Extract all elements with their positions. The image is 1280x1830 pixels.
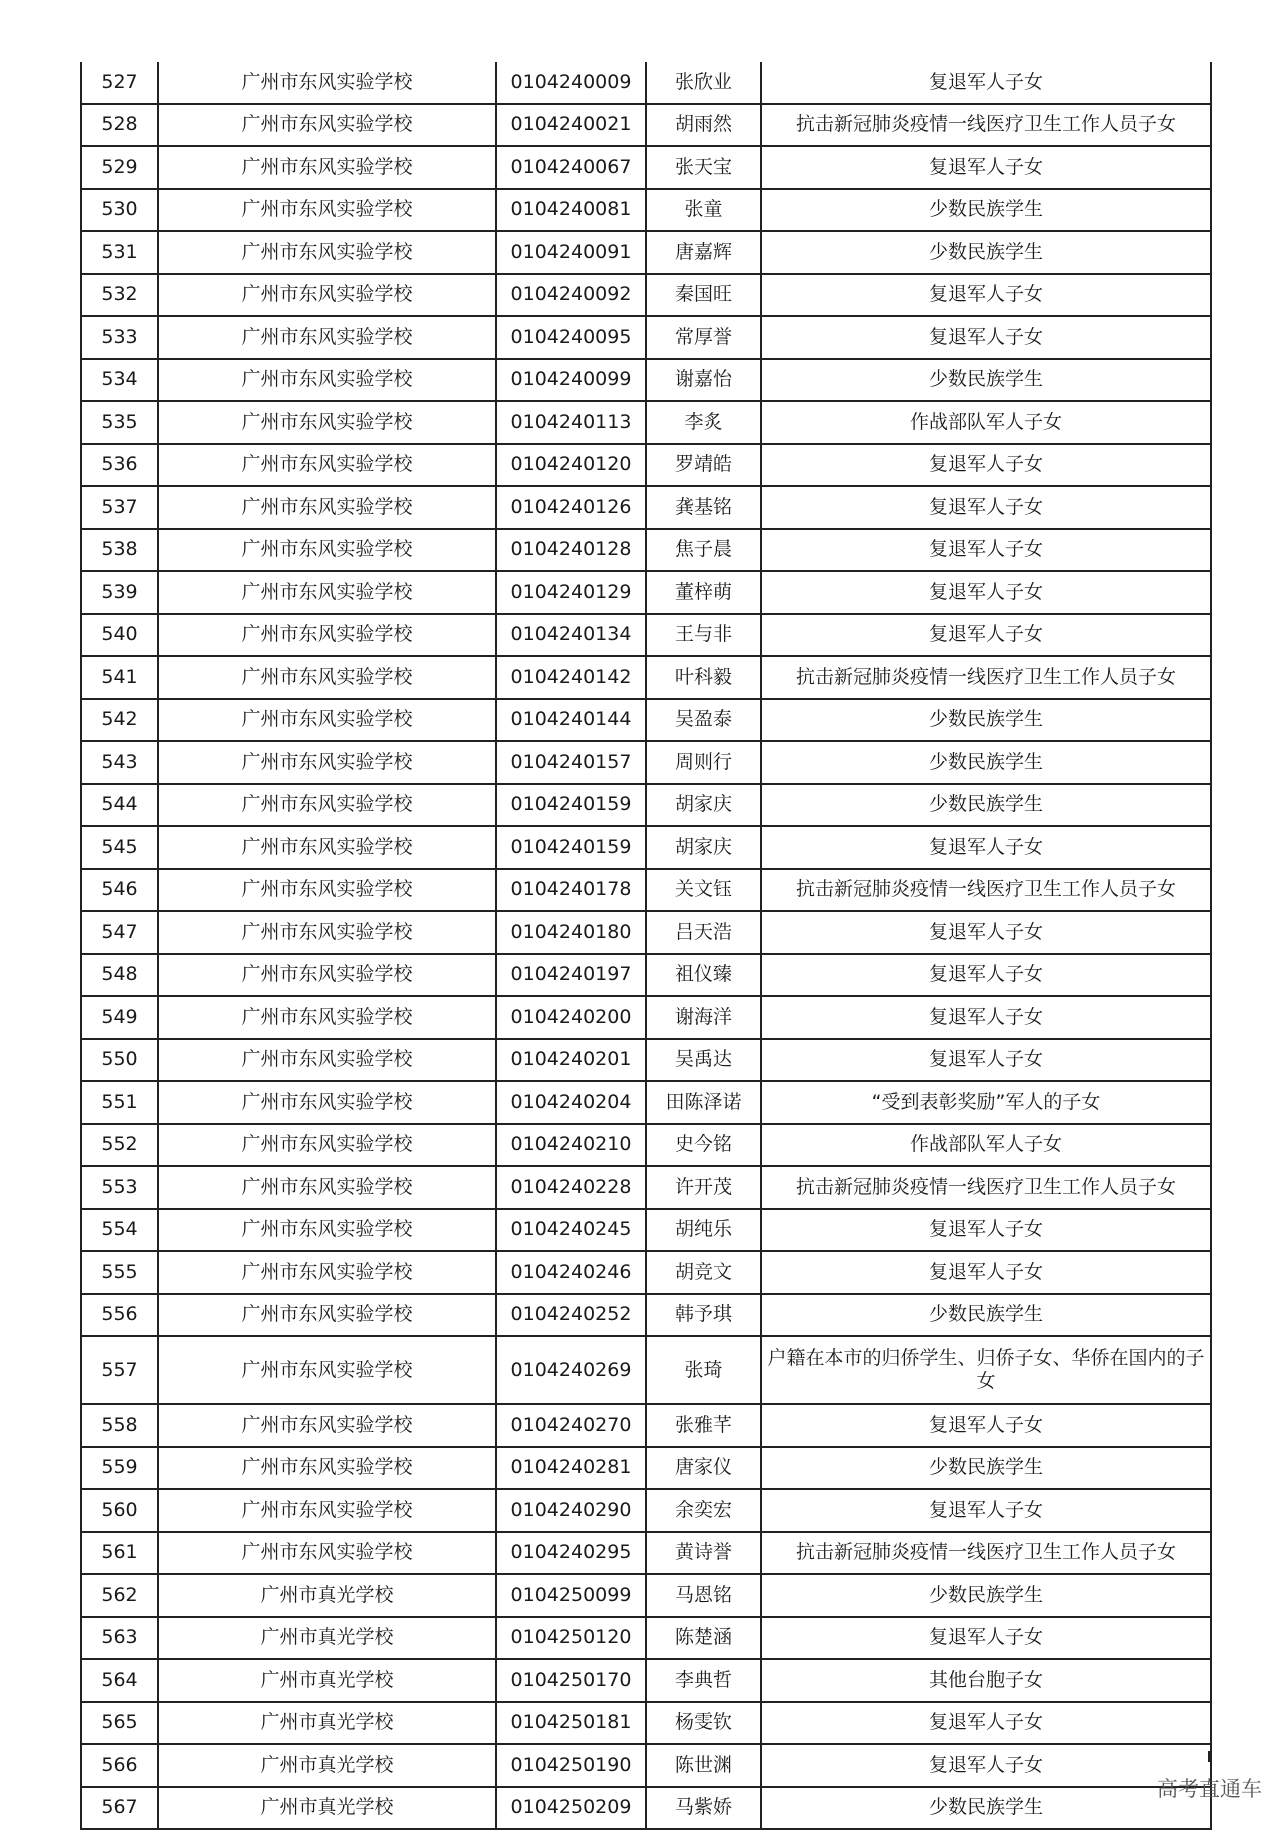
category: 抗击新冠肺炎疫情一线医疗卫生工作人员子女 bbox=[761, 1166, 1211, 1209]
table-row bbox=[81, 529, 1211, 572]
category: 复退军人子女 bbox=[761, 1744, 1211, 1787]
category: 少数民族学生 bbox=[761, 359, 1211, 402]
table-row bbox=[81, 571, 1211, 614]
category: “受到表彰奖励”军人的子女 bbox=[761, 1081, 1211, 1124]
school-name: 广州市东风实验学校 bbox=[158, 316, 496, 359]
student-name: 吴盈泰 bbox=[646, 699, 761, 742]
row-number: 549 bbox=[81, 996, 158, 1039]
school-name: 广州市东风实验学校 bbox=[158, 656, 496, 699]
table-row bbox=[81, 699, 1211, 742]
school-name: 广州市东风实验学校 bbox=[158, 104, 496, 147]
table-row bbox=[81, 1404, 1211, 1447]
student-name: 吴禹达 bbox=[646, 1039, 761, 1082]
student-id: 0104250120 bbox=[496, 1617, 646, 1660]
row-number: 529 bbox=[81, 146, 158, 189]
category: 作战部队军人子女 bbox=[761, 401, 1211, 444]
student-id: 0104240134 bbox=[496, 614, 646, 657]
student-id: 0104240245 bbox=[496, 1209, 646, 1252]
row-number: 551 bbox=[81, 1081, 158, 1124]
school-name: 广州市东风实验学校 bbox=[158, 996, 496, 1039]
table-row bbox=[81, 401, 1211, 444]
row-number: 559 bbox=[81, 1447, 158, 1490]
table-row bbox=[81, 741, 1211, 784]
row-number: 532 bbox=[81, 274, 158, 317]
table-row bbox=[81, 996, 1211, 1039]
student-name: 张琦 bbox=[646, 1336, 761, 1404]
school-name: 广州市东风实验学校 bbox=[158, 274, 496, 317]
category: 复退军人子女 bbox=[761, 316, 1211, 359]
table-body bbox=[81, 62, 1211, 1829]
student-name: 胡家庆 bbox=[646, 826, 761, 869]
table-row bbox=[81, 954, 1211, 997]
student-name: 胡纯乐 bbox=[646, 1209, 761, 1252]
student-id: 0104240126 bbox=[496, 486, 646, 529]
table-row bbox=[81, 189, 1211, 232]
table-row bbox=[81, 1039, 1211, 1082]
category: 作战部队军人子女 bbox=[761, 1124, 1211, 1167]
row-number: 541 bbox=[81, 656, 158, 699]
row-number: 537 bbox=[81, 486, 158, 529]
table-row bbox=[81, 1251, 1211, 1294]
student-name: 董梓萌 bbox=[646, 571, 761, 614]
student-name: 许开茂 bbox=[646, 1166, 761, 1209]
category: 复退军人子女 bbox=[761, 1209, 1211, 1252]
table-bottom-edge bbox=[80, 1751, 1210, 1762]
student-id: 0104250190 bbox=[496, 1744, 646, 1787]
row-number: 552 bbox=[81, 1124, 158, 1167]
student-name: 秦国旺 bbox=[646, 274, 761, 317]
student-id: 0104250209 bbox=[496, 1787, 646, 1830]
school-name: 广州市东风实验学校 bbox=[158, 1166, 496, 1209]
student-name: 田陈泽诺 bbox=[646, 1081, 761, 1124]
row-number: 561 bbox=[81, 1532, 158, 1575]
school-name: 广州市东风实验学校 bbox=[158, 444, 496, 487]
school-name: 广州市东风实验学校 bbox=[158, 1039, 496, 1082]
student-id: 0104240009 bbox=[496, 62, 646, 104]
student-id: 0104250170 bbox=[496, 1659, 646, 1702]
row-number: 531 bbox=[81, 231, 158, 274]
student-id: 0104240197 bbox=[496, 954, 646, 997]
student-name: 马紫娇 bbox=[646, 1787, 761, 1830]
row-number: 544 bbox=[81, 784, 158, 827]
table-row bbox=[81, 1574, 1211, 1617]
school-name: 广州市东风实验学校 bbox=[158, 911, 496, 954]
category: 抗击新冠肺炎疫情一线医疗卫生工作人员子女 bbox=[761, 104, 1211, 147]
student-id: 0104240099 bbox=[496, 359, 646, 402]
student-id: 0104240295 bbox=[496, 1532, 646, 1575]
school-name: 广州市东风实验学校 bbox=[158, 1209, 496, 1252]
student-name: 余奕宏 bbox=[646, 1489, 761, 1532]
student-name: 谢嘉怡 bbox=[646, 359, 761, 402]
category: 复退军人子女 bbox=[761, 954, 1211, 997]
row-number: 530 bbox=[81, 189, 158, 232]
table-row bbox=[81, 1124, 1211, 1167]
row-number: 542 bbox=[81, 699, 158, 742]
school-name: 广州市东风实验学校 bbox=[158, 571, 496, 614]
student-id: 0104240269 bbox=[496, 1336, 646, 1404]
category: 少数民族学生 bbox=[761, 784, 1211, 827]
table-row bbox=[81, 62, 1211, 104]
student-name: 张童 bbox=[646, 189, 761, 232]
school-name: 广州市东风实验学校 bbox=[158, 1251, 496, 1294]
school-name: 广州市真光学校 bbox=[158, 1702, 496, 1745]
student-id: 0104240246 bbox=[496, 1251, 646, 1294]
student-name: 杨雯钦 bbox=[646, 1702, 761, 1745]
student-name: 胡家庆 bbox=[646, 784, 761, 827]
student-id: 0104240081 bbox=[496, 189, 646, 232]
school-name: 广州市真光学校 bbox=[158, 1574, 496, 1617]
student-id: 0104240159 bbox=[496, 784, 646, 827]
category: 少数民族学生 bbox=[761, 189, 1211, 232]
table-row bbox=[81, 1336, 1211, 1404]
table-row bbox=[81, 1489, 1211, 1532]
row-number: 555 bbox=[81, 1251, 158, 1294]
row-number: 564 bbox=[81, 1659, 158, 1702]
student-name: 陈世渊 bbox=[646, 1744, 761, 1787]
student-name: 李炙 bbox=[646, 401, 761, 444]
student-name: 龚基铭 bbox=[646, 486, 761, 529]
category: 少数民族学生 bbox=[761, 1294, 1211, 1337]
student-id: 0104240129 bbox=[496, 571, 646, 614]
school-name: 广州市东风实验学校 bbox=[158, 699, 496, 742]
student-name: 吕天浩 bbox=[646, 911, 761, 954]
row-number: 545 bbox=[81, 826, 158, 869]
table-row bbox=[81, 444, 1211, 487]
category: 复退军人子女 bbox=[761, 614, 1211, 657]
row-number: 554 bbox=[81, 1209, 158, 1252]
student-name: 叶科毅 bbox=[646, 656, 761, 699]
student-id: 0104240290 bbox=[496, 1489, 646, 1532]
school-name: 广州市东风实验学校 bbox=[158, 231, 496, 274]
school-name: 广州市东风实验学校 bbox=[158, 954, 496, 997]
row-number: 534 bbox=[81, 359, 158, 402]
school-name: 广州市东风实验学校 bbox=[158, 189, 496, 232]
table-row bbox=[81, 1617, 1211, 1660]
table-row bbox=[81, 1532, 1211, 1575]
table-row bbox=[81, 911, 1211, 954]
student-id: 0104240067 bbox=[496, 146, 646, 189]
school-name: 广州市东风实验学校 bbox=[158, 1489, 496, 1532]
category: 抗击新冠肺炎疫情一线医疗卫生工作人员子女 bbox=[761, 1532, 1211, 1575]
school-name: 广州市东风实验学校 bbox=[158, 869, 496, 912]
student-name: 罗靖皓 bbox=[646, 444, 761, 487]
school-name: 广州市东风实验学校 bbox=[158, 146, 496, 189]
table-row bbox=[81, 1294, 1211, 1337]
category: 复退军人子女 bbox=[761, 826, 1211, 869]
school-name: 广州市东风实验学校 bbox=[158, 614, 496, 657]
row-number: 563 bbox=[81, 1617, 158, 1660]
student-id: 0104250181 bbox=[496, 1702, 646, 1745]
row-number: 550 bbox=[81, 1039, 158, 1082]
student-name: 马恩铭 bbox=[646, 1574, 761, 1617]
school-name: 广州市东风实验学校 bbox=[158, 1124, 496, 1167]
category: 少数民族学生 bbox=[761, 231, 1211, 274]
student-id: 0104240092 bbox=[496, 274, 646, 317]
student-id: 0104240228 bbox=[496, 1166, 646, 1209]
student-id: 0104240128 bbox=[496, 529, 646, 572]
school-name: 广州市东风实验学校 bbox=[158, 1294, 496, 1337]
student-name: 张天宝 bbox=[646, 146, 761, 189]
student-id: 0104240144 bbox=[496, 699, 646, 742]
student-name: 黄诗誉 bbox=[646, 1532, 761, 1575]
student-id: 0104240159 bbox=[496, 826, 646, 869]
row-number: 560 bbox=[81, 1489, 158, 1532]
row-number: 539 bbox=[81, 571, 158, 614]
category: 复退军人子女 bbox=[761, 146, 1211, 189]
table-row bbox=[81, 1702, 1211, 1745]
student-id: 0104240120 bbox=[496, 444, 646, 487]
row-number: 535 bbox=[81, 401, 158, 444]
student-name: 王与非 bbox=[646, 614, 761, 657]
table-row bbox=[81, 104, 1211, 147]
row-number: 547 bbox=[81, 911, 158, 954]
category: 复退军人子女 bbox=[761, 1251, 1211, 1294]
table-row bbox=[81, 614, 1211, 657]
table-row bbox=[81, 231, 1211, 274]
student-name: 张雅芊 bbox=[646, 1404, 761, 1447]
row-number: 558 bbox=[81, 1404, 158, 1447]
row-number: 538 bbox=[81, 529, 158, 572]
category: 复退军人子女 bbox=[761, 1702, 1211, 1745]
category: 少数民族学生 bbox=[761, 699, 1211, 742]
row-number: 546 bbox=[81, 869, 158, 912]
category: 少数民族学生 bbox=[761, 1574, 1211, 1617]
student-id: 0104240157 bbox=[496, 741, 646, 784]
row-number: 527 bbox=[81, 62, 158, 104]
student-id: 0104240281 bbox=[496, 1447, 646, 1490]
table-row bbox=[81, 1166, 1211, 1209]
school-name: 广州市东风实验学校 bbox=[158, 359, 496, 402]
row-number: 567 bbox=[81, 1787, 158, 1830]
row-number: 548 bbox=[81, 954, 158, 997]
category: 少数民族学生 bbox=[761, 1447, 1211, 1490]
row-number: 536 bbox=[81, 444, 158, 487]
school-name: 广州市东风实验学校 bbox=[158, 1081, 496, 1124]
row-number: 543 bbox=[81, 741, 158, 784]
category: 复退军人子女 bbox=[761, 1617, 1211, 1660]
category: 抗击新冠肺炎疫情一线医疗卫生工作人员子女 bbox=[761, 656, 1211, 699]
student-id: 0104240113 bbox=[496, 401, 646, 444]
school-name: 广州市东风实验学校 bbox=[158, 1404, 496, 1447]
student-id: 0104240200 bbox=[496, 996, 646, 1039]
student-name: 李典哲 bbox=[646, 1659, 761, 1702]
school-name: 广州市东风实验学校 bbox=[158, 741, 496, 784]
table-row bbox=[81, 316, 1211, 359]
row-number: 566 bbox=[81, 1744, 158, 1787]
school-name: 广州市东风实验学校 bbox=[158, 401, 496, 444]
category: 少数民族学生 bbox=[761, 1787, 1211, 1830]
student-id: 0104240180 bbox=[496, 911, 646, 954]
school-name: 广州市东风实验学校 bbox=[158, 1532, 496, 1575]
student-id: 0104240204 bbox=[496, 1081, 646, 1124]
table-row bbox=[81, 486, 1211, 529]
student-id: 0104240270 bbox=[496, 1404, 646, 1447]
category: 复退军人子女 bbox=[761, 444, 1211, 487]
table-row bbox=[81, 359, 1211, 402]
school-name: 广州市真光学校 bbox=[158, 1787, 496, 1830]
watermark: 高考直通车 bbox=[1157, 1777, 1262, 1801]
table-row bbox=[81, 1081, 1211, 1124]
category: 复退军人子女 bbox=[761, 1489, 1211, 1532]
student-name: 史今铭 bbox=[646, 1124, 761, 1167]
table-row bbox=[81, 1209, 1211, 1252]
category: 少数民族学生 bbox=[761, 741, 1211, 784]
school-name: 广州市东风实验学校 bbox=[158, 1447, 496, 1490]
row-number: 565 bbox=[81, 1702, 158, 1745]
student-id: 0104240178 bbox=[496, 869, 646, 912]
table-row bbox=[81, 1447, 1211, 1490]
school-name: 广州市真光学校 bbox=[158, 1617, 496, 1660]
school-name: 广州市东风实验学校 bbox=[158, 486, 496, 529]
student-id: 0104240142 bbox=[496, 656, 646, 699]
category: 复退军人子女 bbox=[761, 911, 1211, 954]
student-name: 常厚誉 bbox=[646, 316, 761, 359]
category: 复退军人子女 bbox=[761, 486, 1211, 529]
student-id: 0104240095 bbox=[496, 316, 646, 359]
category: 复退军人子女 bbox=[761, 1404, 1211, 1447]
school-name: 广州市东风实验学校 bbox=[158, 1336, 496, 1404]
table-row bbox=[81, 274, 1211, 317]
school-name: 广州市真光学校 bbox=[158, 1659, 496, 1702]
student-name: 陈楚涵 bbox=[646, 1617, 761, 1660]
row-number: 533 bbox=[81, 316, 158, 359]
student-name: 关文钰 bbox=[646, 869, 761, 912]
student-name: 韩予琪 bbox=[646, 1294, 761, 1337]
school-name: 广州市东风实验学校 bbox=[158, 529, 496, 572]
category: 复退军人子女 bbox=[761, 996, 1211, 1039]
category: 复退军人子女 bbox=[761, 571, 1211, 614]
table-row bbox=[81, 146, 1211, 189]
student-id: 0104240091 bbox=[496, 231, 646, 274]
row-number: 562 bbox=[81, 1574, 158, 1617]
row-number: 540 bbox=[81, 614, 158, 657]
row-number: 553 bbox=[81, 1166, 158, 1209]
row-number: 557 bbox=[81, 1336, 158, 1404]
category: 其他台胞子女 bbox=[761, 1659, 1211, 1702]
category: 复退军人子女 bbox=[761, 62, 1211, 104]
category: 抗击新冠肺炎疫情一线医疗卫生工作人员子女 bbox=[761, 869, 1211, 912]
table-row bbox=[81, 1787, 1211, 1830]
student-name: 唐家仪 bbox=[646, 1447, 761, 1490]
student-id: 0104240252 bbox=[496, 1294, 646, 1337]
student-name: 张欣业 bbox=[646, 62, 761, 104]
school-name: 广州市东风实验学校 bbox=[158, 62, 496, 104]
student-id: 0104240210 bbox=[496, 1124, 646, 1167]
student-id: 0104240021 bbox=[496, 104, 646, 147]
table-row bbox=[81, 656, 1211, 699]
student-name: 谢海洋 bbox=[646, 996, 761, 1039]
category: 户籍在本市的归侨学生、归侨子女、华侨在国内的子女 bbox=[761, 1336, 1211, 1404]
table-row bbox=[81, 784, 1211, 827]
student-id: 0104250099 bbox=[496, 1574, 646, 1617]
category: 复退军人子女 bbox=[761, 529, 1211, 572]
row-number: 556 bbox=[81, 1294, 158, 1337]
student-id: 0104240201 bbox=[496, 1039, 646, 1082]
student-name: 焦子晨 bbox=[646, 529, 761, 572]
table-row bbox=[81, 869, 1211, 912]
category: 复退军人子女 bbox=[761, 1039, 1211, 1082]
category: 复退军人子女 bbox=[761, 274, 1211, 317]
student-name: 唐嘉辉 bbox=[646, 231, 761, 274]
student-name: 胡竞文 bbox=[646, 1251, 761, 1294]
school-name: 广州市东风实验学校 bbox=[158, 826, 496, 869]
student-table bbox=[80, 62, 1212, 1830]
table-row bbox=[81, 1659, 1211, 1702]
school-name: 广州市东风实验学校 bbox=[158, 784, 496, 827]
student-name: 祖仪臻 bbox=[646, 954, 761, 997]
school-name: 广州市真光学校 bbox=[158, 1744, 496, 1787]
student-name: 胡雨然 bbox=[646, 104, 761, 147]
student-name: 周则行 bbox=[646, 741, 761, 784]
table-row bbox=[81, 826, 1211, 869]
row-number: 528 bbox=[81, 104, 158, 147]
